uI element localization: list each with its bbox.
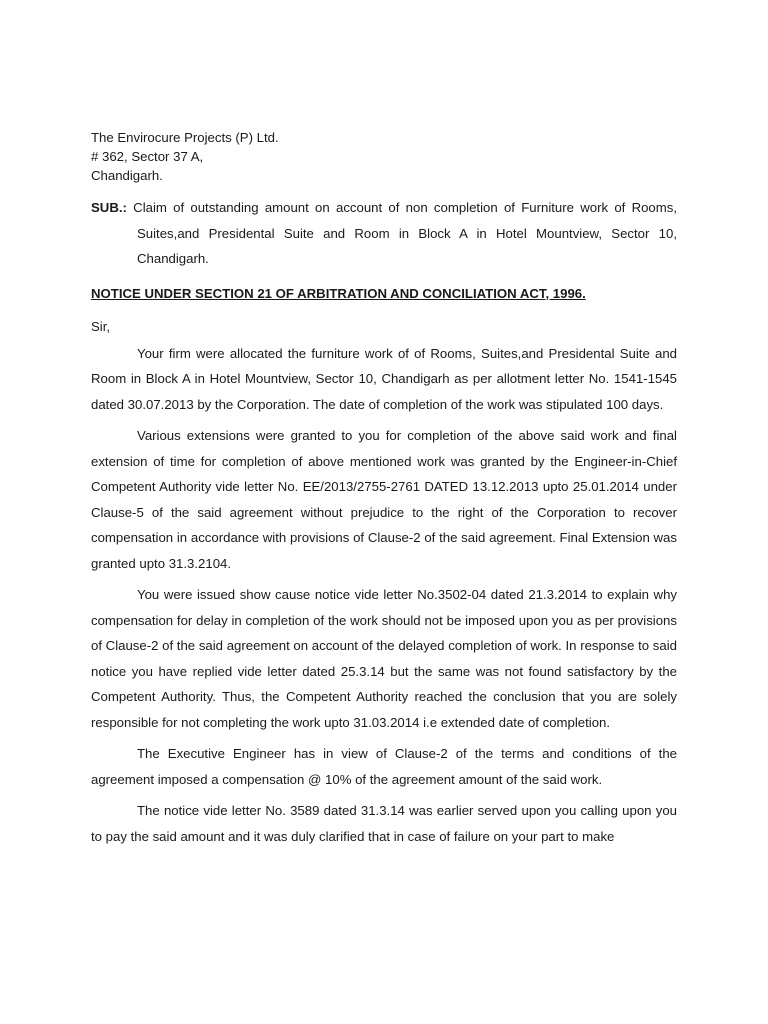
notice-heading: NOTICE UNDER SECTION 21 OF ARBITRATION AND CONCILIATION ACT, 1996.	[91, 285, 586, 301]
letter-page	[91, 128, 677, 849]
addressee-street: # 362, Sector 37 A,	[91, 149, 204, 164]
subject-line	[91, 195, 677, 272]
body-paragraph-2: Various extensions were granted to you for completion of the above said work and final extension of time for completion of above mentioned work was granted by the Engineer-in-Chief Competent Authority vide letter No. EE/2013/2755-2761 DATED 13.12.2013 upto 25.01.2014 under Clause-5 of the said agreement without prejudice to the right of the Corporation to recover compensation in accordance with provisions of Clause-2 of the said agreement. Final Extension was granted upto 31.3.2104.	[91, 428, 677, 571]
body-paragraph-1: Your firm were allocated the furniture work of of Rooms, Suites,and Presidental Suite and Room in Block A in Hotel Mountview, Sector 10, Chandigarh as per allotment letter No. 1541-1545 dated 30.07.2013 by the Corporation. The date of completion of the work was stipulated 100 days.	[91, 345, 677, 412]
addressee-city: Chandigarh.	[91, 168, 163, 183]
body-paragraph-4: The Executive Engineer has in view of Clause-2 of the terms and conditions of the agreement imposed a compensation @ 10% of the agreement amount of the said work.	[91, 746, 677, 787]
subject-text: Claim of outstanding amount on account of non completion of Furniture work of Rooms, Suites,and Presidental Suite and Room in Block A in Hotel Mountview, Sector 10, Chandigarh.	[133, 200, 678, 266]
salutation: Sir,	[91, 318, 111, 334]
addressee-block	[91, 128, 677, 185]
addressee-name: The Envirocure Projects (P) Ltd.	[91, 130, 279, 145]
body-paragraph-3: You were issued show cause notice vide letter No.3502-04 dated 21.3.2014 to explain why compensation for delay in completion of the work should not be imposed upon you as per provisions of Clause-2 of the said agreement on account of the delayed completion of work. In response to said notice you have replied vide letter dated 25.3.14 but the same was not found satisfactory by the Competent Authority. Thus, the Competent Authority reached the conclusion that you are solely responsible for not completing the work upto 31.03.2014 i.e extended date of completion.	[91, 587, 677, 730]
body-paragraph-5: The notice vide letter No. 3589 dated 31.3.14 was earlier served upon you calling upon you to pay the said amount and it was duly clarified that in case of failure on your part to make	[91, 803, 677, 844]
subject-label: SUB.:	[91, 200, 127, 215]
